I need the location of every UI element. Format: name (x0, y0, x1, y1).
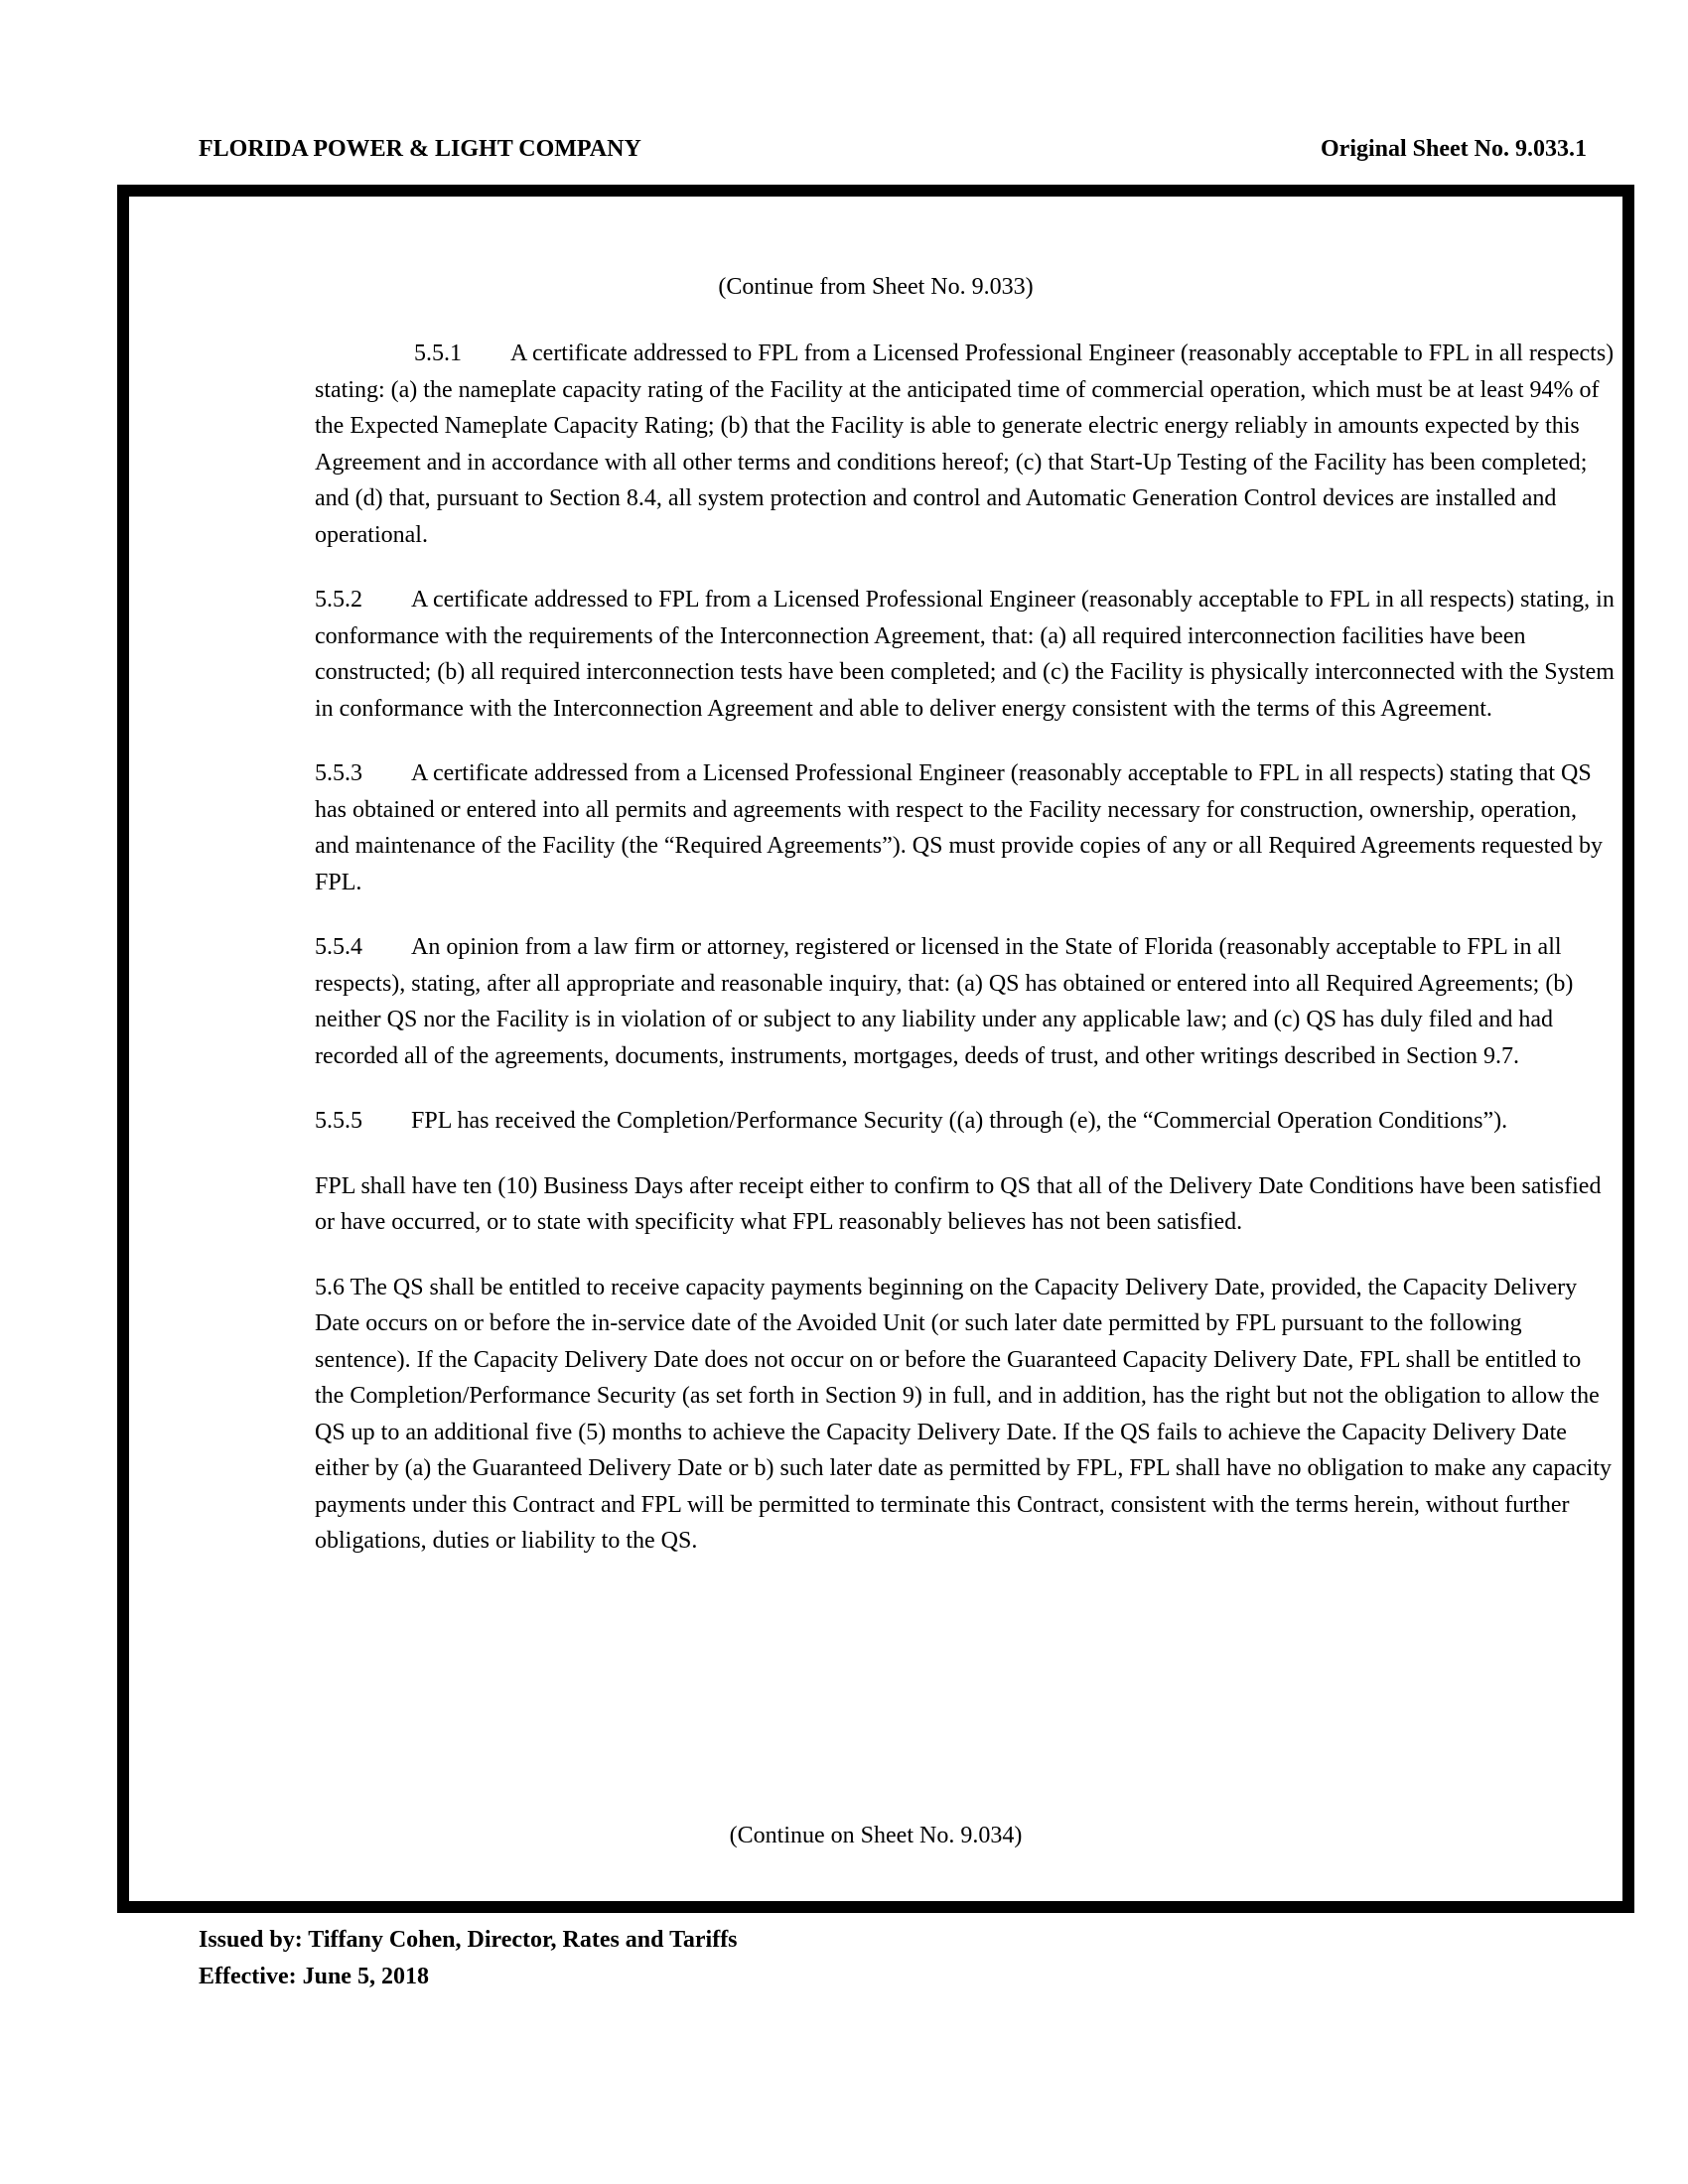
section-number: 5.5.2 (315, 587, 362, 613)
paragraph-text: 5.6 The QS shall be entitled to receive capacity payments beginning on the Capacity Delivery Date, provided, the Capacity Delivery Date occurs on or before the in-service date of the Avoided Unit (or such later date permitted by FPL pursuant to the following sentence). If the Capacity Delivery Date does not occur on or before the Guaranteed Capacity Delivery Date, FPL shall be entitled to the Completion/Performance Security (as set forth in Section 9) in full, and in addition, has the right but not the obligation to allow the QS up to an additional five (5) months to achieve the Capacity Delivery Date. If the QS fails to achieve the Capacity Delivery Date either by (a) the Guaranteed Delivery Date or b) such later date as permitted by FPL, FPL shall have no obligation to make any capacity payments under this Contract and FPL will be permitted to terminate this Contract, consistent with the terms herein, without further obligations, duties or liability to the QS. (315, 1274, 1613, 1554)
paragraph-confirmation (315, 1168, 1616, 1241)
paragraph-text: A certificate addressed to FPL from a Licensed Professional Engineer (reasonably acceptable to FPL in all respects) stating, in conformance with the requirements of the Interconnection Agreement, that: (a) all required interconnection facilities have been constructed; (b) all required interconnection tests have been completed; and (c) the Facility is physically interconnected with the System in conformance with the Interconnection Agreement and able to deliver energy consistent with the terms of this Agreement. (315, 587, 1615, 722)
company-name: FLORIDA POWER & LIGHT COMPANY (199, 136, 641, 162)
paragraph-text: FPL has received the Completion/Performance Security ((a) through (e), the “Commercial Operation Conditions”). (411, 1108, 1508, 1134)
paragraph-text: A certificate addressed to FPL from a Licensed Professional Engineer (reasonably acceptable to FPL in all respects) stating: (a) the nameplate capacity rating of the Facility at the anticipated time of commercial operation, which must be at least 94% of the Expected Nameplate Capacity Rating; (b) that the Facility is able to generate electric energy reliably in amounts expected by this Agreement and in accordance with all other terms and conditions hereof; (c) that Start-Up Testing of the Facility has been completed; and (d) that, pursuant to Section 8.4, all system protection and control and Automatic Generation Control devices are installed and operational. (315, 341, 1615, 548)
paragraph-text: An opinion from a law firm or attorney, registered or licensed in the State of Florida (reasonably acceptable to FPL in all respects), stating, after all appropriate and reasonable inquiry, that: (a) QS has obtained or entered into all Required Agreements; (b) neither QS nor the Facility is in violation of or subject to any liability under any applicable law; and (c) QS has duly filed and had recorded all of the agreements, documents, instruments, mortgages, deeds of trust, and other writings described in Section 9.7. (315, 934, 1574, 1069)
paragraph-text: FPL shall have ten (10) Business Days after receipt either to confirm to QS that all of the Delivery Date Conditions have been satisfied or have occurred, or to state with specificity what FPL reasonably believes has not been satisfied. (315, 1172, 1602, 1235)
continue-from: (Continue from Sheet No. 9.033) (718, 274, 1034, 300)
section-number: 5.5.3 (315, 760, 362, 786)
paragraph-5-5-1 (315, 336, 1616, 553)
paragraph-5-5-4 (315, 929, 1616, 1074)
paragraph-5-6 (315, 1270, 1616, 1560)
footer (199, 1922, 738, 1995)
section-number: 5.5.1 (414, 341, 462, 366)
tariff-frame (117, 185, 1634, 1913)
continue-on: (Continue on Sheet No. 9.034) (729, 1823, 1023, 1848)
paragraph-5-5-3 (315, 755, 1616, 900)
paragraph-5-5-2 (315, 582, 1616, 727)
sheet-number: Original Sheet No. 9.033.1 (1321, 136, 1587, 162)
issued-by: Issued by: Tiffany Cohen, Director, Rates and Tariffs (199, 1927, 738, 1953)
section-number: 5.5.4 (315, 934, 362, 960)
effective-date: Effective: June 5, 2018 (199, 1964, 429, 1989)
section-number: 5.5.5 (315, 1108, 362, 1134)
paragraph-5-5-5 (315, 1103, 1616, 1140)
document-body (315, 336, 1616, 1588)
paragraph-text: A certificate addressed from a Licensed Professional Engineer (reasonably acceptable to FPL in all respects) stating that QS has obtained or entered into all permits and agreements with respect to the Facility necessary for construction, ownership, operation, and maintenance of the Facility (the “Required Agreements”). QS must provide copies of any or all Required Agreements requested by FPL. (315, 760, 1603, 895)
